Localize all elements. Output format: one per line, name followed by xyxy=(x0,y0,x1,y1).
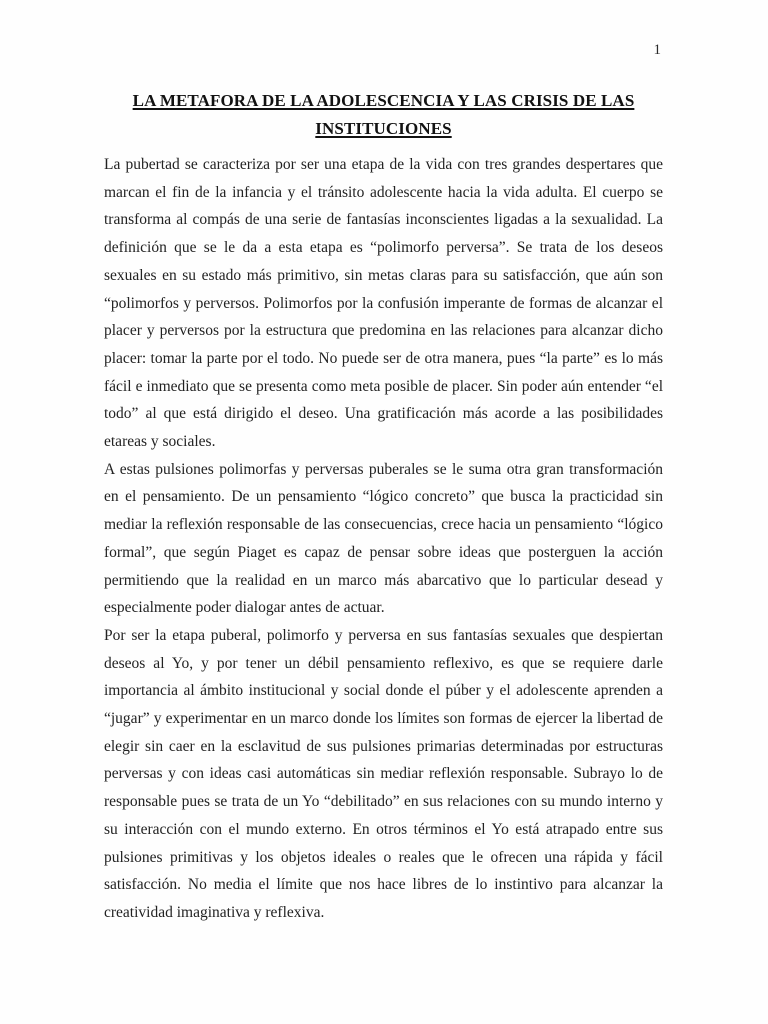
page-number: 1 xyxy=(653,42,661,58)
paragraph: A estas pulsiones polimorfas y perversas puberales se le suma otra gran transformación en el pensamiento. De un pensamiento “lógico concreto” que busca la practicidad sin mediar la reflexión responsable de las consecuencias, crece hacia un pensamiento “lógico formal”, que según Piaget es capaz de pensar sobre ideas que posterguen la acción permitiendo que la realidad en un marco más abarcativo que lo particular desead y especialmente poder dialogar antes de actuar. xyxy=(104,460,663,617)
document-title-line-1: LA METAFORA DE LA ADOLESCENCIA Y LAS CRISIS DE LAS xyxy=(132,91,635,110)
paragraph: Por ser la etapa puberal, polimorfo y perversa en sus fantasías sexuales que despiertan deseos al Yo, y por tener un débil pensamiento reflexivo, es que se requiere darle importancia al ámbito institucional y social donde el púber y el adolescente aprenden a “jugar” y experimentar en un marco donde los límites son formas de ejercer la libertad de elegir sin caer en la esclavitud de sus pulsiones primarias determinadas por estructuras perversas y con ideas casi automáticas sin mediar reflexión responsable. Subrayo lo de responsable pues se trata de un Yo “debilitado” en sus relaciones con su mundo interno y su interacción con el mundo externo. En otros términos el Yo está atrapado entre sus pulsiones primitivas y los objetos ideales o reales que le ofrecen una rápida y fácil satisfacción. No media el límite que nos hace libres de lo instintivo para alcanzar la creatividad imaginativa y reflexiva. xyxy=(104,626,663,921)
document-body xyxy=(104,151,663,927)
document-title xyxy=(104,87,663,142)
paragraph: La pubertad se caracteriza por ser una etapa de la vida con tres grandes despertares que marcan el fin de la infancia y el tránsito adolescente hacia la vida adulta. El cuerpo se transforma al compás de una serie de fantasías inconscientes ligadas a la sexualidad. La definición que se le da a esta etapa es “polimorfo perversa”. Se trata de los deseos sexuales en su estado más primitivo, sin metas claras para su satisfacción, que aún son “polimorfos y perversos. Polimorfos por la confusión imperante de formas de alcanzar el placer y perversos por la estructura que predomina en las relaciones para alcanzar dicho placer: tomar la parte por el todo. No puede ser de otra manera, pues “la parte” es lo más fácil e inmediato que se presenta como meta posible de placer. Sin poder aún entender “el todo” al que está dirigido el deseo. Una gratificación más acorde a las posibilidades etareas y sociales. xyxy=(104,156,663,451)
document-title-line-2: INSTITUCIONES xyxy=(315,118,452,138)
